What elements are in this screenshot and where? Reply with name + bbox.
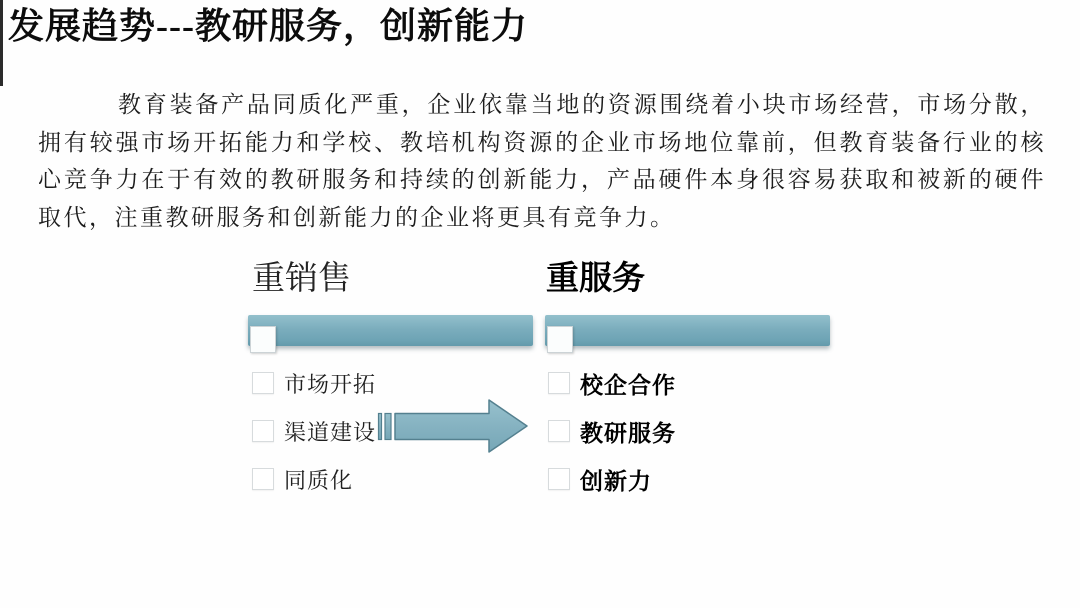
left-item-list [252,370,376,514]
right-bar-square-icon [547,326,573,353]
checkbox-icon [548,372,570,394]
slide-title: 发展趋势---教研服务，创新能力 [8,6,528,46]
right-arrow-icon [377,398,529,454]
checkbox-icon [252,420,274,442]
list-item [548,418,676,444]
checkbox-icon [548,468,570,490]
list-item [252,418,376,444]
list-item [252,370,376,396]
list-item-label: 创新力 [580,467,652,494]
right-item-list [548,370,676,514]
checkbox-icon [252,468,274,490]
checkbox-icon [548,420,570,442]
list-item [548,370,676,396]
list-item-label: 市场开拓 [284,371,377,397]
left-edge-artifact-line [0,0,3,86]
list-item-label: 渠道建设 [284,419,377,445]
list-item-label: 教研服务 [580,419,676,446]
right-header-bar [545,315,830,346]
list-item [548,466,676,492]
right-column-header: 重服务 [546,259,645,296]
left-bar-square-icon [250,326,276,353]
left-header-bar [248,315,533,346]
list-item-label: 校企合作 [580,371,676,398]
left-column-header: 重销售 [252,259,351,296]
body-paragraph: 教育装备产品同质化严重，企业依靠当地的资源围绕着小块市场经营，市场分散，拥有较强市场开拓能力和学校、教培机构资源的企业市场地位靠前，但教育装备行业的核心竞争力在于有效的教研服务和持续的创新能力，产品硬件本身很容易获取和被新的硬件取代，注重教研服务和创新能力的企业将更具有竞争力。 [38,92,1046,230]
list-item [252,466,376,492]
checkbox-icon [252,372,274,394]
list-item-label: 同质化 [284,467,354,493]
